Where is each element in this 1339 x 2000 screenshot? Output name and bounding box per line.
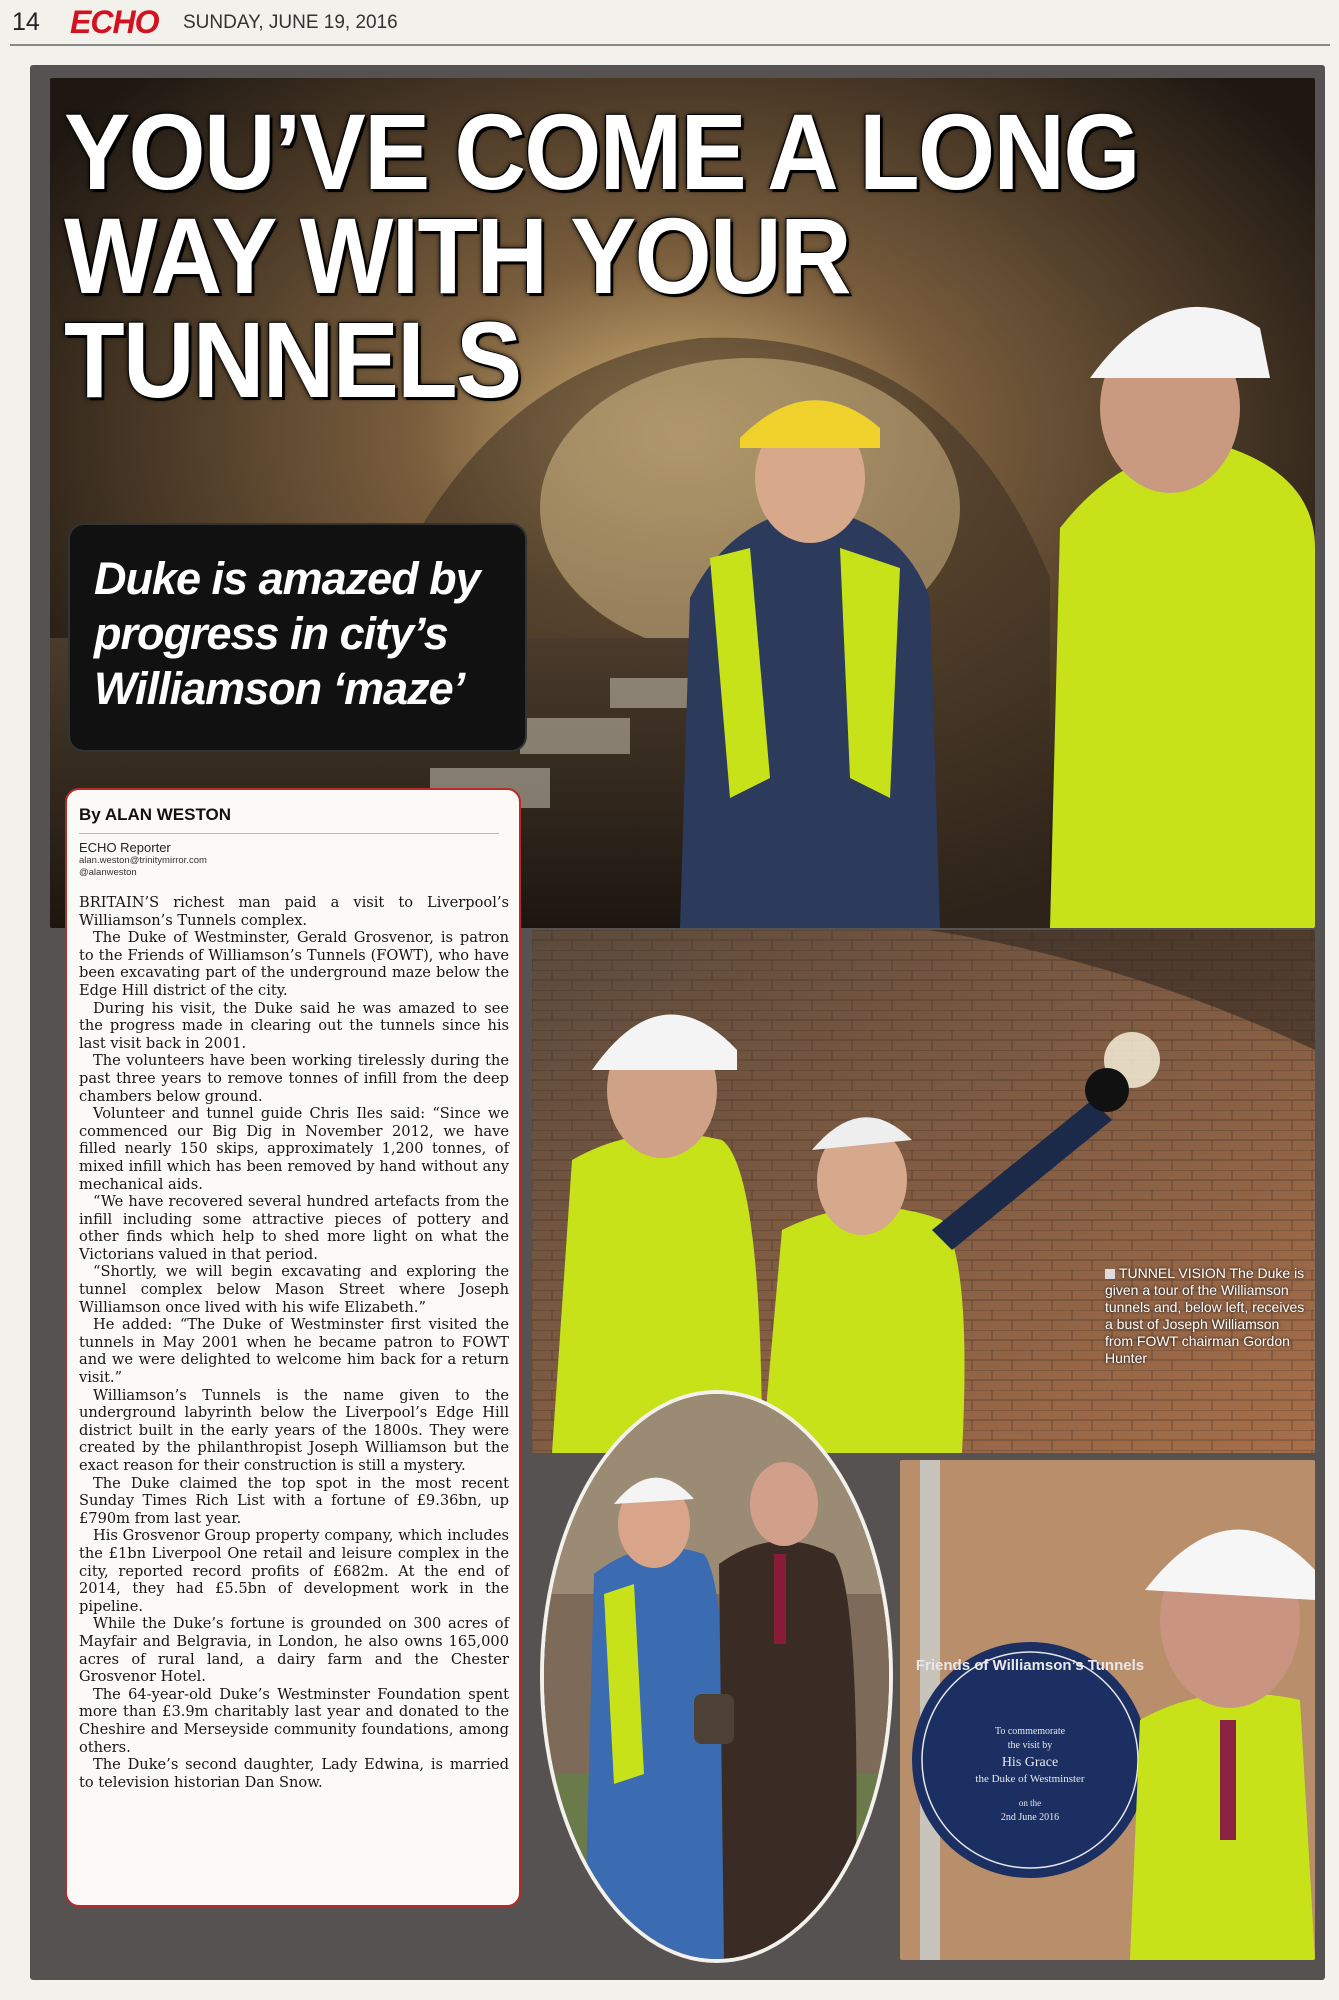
article-paragraph: Volunteer and tunnel guide Chris Iles said: “Since we commenced our Big Dig in November 2012, we have filled nearly 150 skips, approximately 1,200 tonnes, of mixed infill which has been removed by hand without any mechanical aids. xyxy=(79,1105,509,1193)
headline-line-2: WAY WITH YOUR xyxy=(64,195,850,316)
article-paragraph: “Shortly, we will begin excavating and exploring the tunnel complex below Mason Street where Joseph Williamson once lived with his wife Elizabeth.” xyxy=(79,1263,509,1316)
brick-tunnel-image xyxy=(532,930,1315,1453)
article-paragraph: “We have recovered several hundred artefacts from the infill including some attractive pieces of pottery and other finds which help to shed more light on what the Victorians valued in that period. xyxy=(79,1193,509,1263)
article-paragraph: He added: “The Duke of Westminster first visited the tunnels in May 2001 when he became patron to FOWT and we were delighted to welcome him back for a return visit.” xyxy=(79,1316,509,1387)
byline-twitter: @alanweston xyxy=(79,867,137,878)
headline-line-3: TUNNELS xyxy=(64,299,521,420)
article-paragraph: BRITAIN’S richest man paid a visit to Liverpool’s Williamson’s Tunnels complex. xyxy=(79,894,509,929)
standfirst-text: Duke is amazed by progress in city’s Williamson ‘maze’ xyxy=(94,553,480,714)
echo-logo: ECHO xyxy=(70,4,159,40)
article-paragraph: While the Duke’s fortune is grounded on 300 acres of Mayfair and Belgravia, in London, he also owns 165,000 acres of rural land, a dairy farm and the Chester Grosvenor Hotel. xyxy=(79,1615,509,1686)
caption-text: The Duke is given a tour of the Williamson tunnels and, below left, receives a bust of Joseph Williamson from FOWT chairman Gordon Hunter xyxy=(1105,1265,1305,1366)
byline-block xyxy=(79,805,499,879)
article-box xyxy=(65,788,521,1907)
bust-sculpture xyxy=(694,1694,734,1744)
article-paragraph: The Duke claimed the top spot in the most recent Sunday Times Rich List with a fortune of £9.36bn, up £790m from last year. xyxy=(79,1474,509,1527)
plaque-line-6: 2nd June 2016 xyxy=(1000,1812,1060,1823)
article-paragraph: His Grosvenor Group property company, which includes the £1bn Liverpool One retail and leisure complex in the city, reported record profits of £682m. At the end of 2014, they had £5.5bn of development work in the pipeline. xyxy=(79,1527,509,1615)
bust-presentation-photo xyxy=(540,1390,893,1963)
byline-role: ECHO Reporter xyxy=(79,840,171,855)
plaque-line-3: His Grace xyxy=(1001,1755,1059,1770)
article-paragraph: During his visit, the Duke said he was amazed to see the progress made in clearing out the tunnels since his last visit back in 2001. xyxy=(79,999,509,1052)
photo-caption xyxy=(1105,1265,1305,1367)
plaque-line-5: on the xyxy=(1018,1798,1042,1808)
article-paragraph: The volunteers have been working tirelessly during the past three years to remove tonnes of infill from the deep chambers below ground. xyxy=(79,1052,509,1105)
standfirst-box xyxy=(70,525,525,750)
article-paragraph: Williamson’s Tunnels is the name given to the underground labyrinth below the Liverpool’s Edge Hill district built in the early years of the 1800s. They were created by the philanthropist Joseph Williamson but the exact reason for their construction is still a mystery. xyxy=(79,1386,509,1474)
byline-rule xyxy=(79,833,499,834)
headline xyxy=(64,91,1205,420)
byline-email: alan.weston@trinitymirror.com xyxy=(79,855,207,866)
plaque-line-4: the Duke of Westminster xyxy=(975,1773,1085,1785)
article-body xyxy=(79,894,509,1791)
tunnel-tour-photo xyxy=(532,930,1315,1453)
masthead xyxy=(0,0,1339,44)
issue-date: SUNDAY, JUNE 19, 2016 xyxy=(183,12,398,33)
blue-plaque xyxy=(912,1642,1148,1878)
plaque-line-2: the visit by xyxy=(1007,1740,1053,1751)
plaque-photo xyxy=(900,1460,1315,1960)
headline-line-1: YOU’VE COME A LONG xyxy=(64,91,1139,212)
plaque-line-1: To commemorate xyxy=(994,1726,1066,1737)
presentation-image xyxy=(544,1394,889,1959)
plaque-image xyxy=(900,1460,1315,1960)
plaque-ring-text: Friends of Williamson’s Tunnels xyxy=(915,1657,1145,1674)
article-paragraph: The 64-year-old Duke’s Westminster Foundation spent more than £3.9m charitably last year and donated to the Cheshire and Merseyside community foundations, among others. xyxy=(79,1685,509,1756)
byline-author: By ALAN WESTON xyxy=(79,805,232,824)
caption-lead: TUNNEL VISION xyxy=(1119,1265,1226,1281)
article-paragraph: The Duke of Westminster, Gerald Grosvenor, is patron to the Friends of Williamson’s Tunnels (FOWT), who have been excavating part of the underground maze below the Edge Hill district of the city. xyxy=(79,929,509,999)
page-number: 14 xyxy=(12,8,40,36)
caption-square-icon xyxy=(1105,1269,1115,1279)
masthead-rule xyxy=(10,44,1330,46)
article-paragraph: The Duke’s second daughter, Lady Edwina, is married to television historian Dan Snow. xyxy=(79,1756,509,1791)
